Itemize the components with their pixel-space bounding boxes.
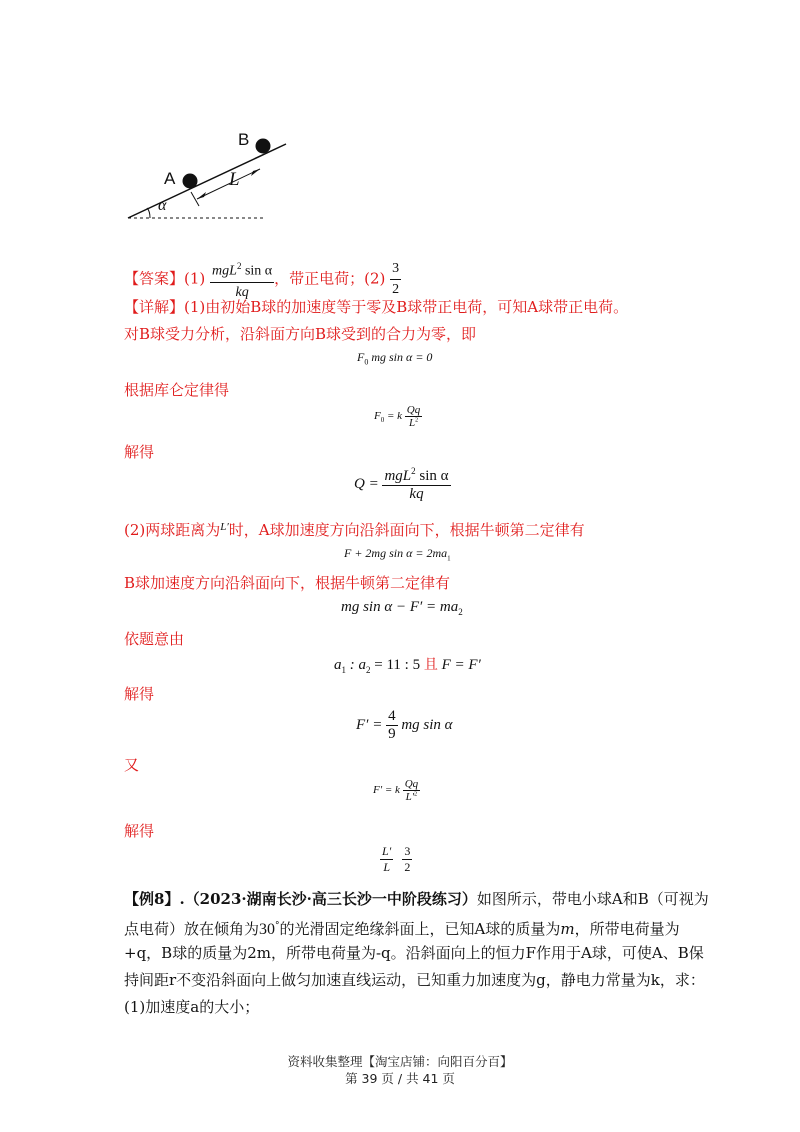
eq9-fraction-1 bbox=[380, 844, 393, 875]
answer-f1-num: mgL bbox=[212, 263, 237, 279]
equation-force-result bbox=[356, 708, 453, 743]
detail-l5b: 时，A球加速度方向沿斜面向下，根据牛顿第二定律有 bbox=[228, 521, 585, 539]
ball-b bbox=[256, 139, 271, 154]
detail-line-5 bbox=[124, 517, 585, 540]
answer-f1-sin: sin α bbox=[241, 263, 273, 279]
example-l1-rest: 如图所示，带电小球A和B（可视为 bbox=[476, 890, 709, 908]
eq1-sub: 0 bbox=[364, 357, 369, 367]
diagram-label-a: A bbox=[164, 169, 176, 188]
detail-line-8: 解得 bbox=[124, 685, 155, 703]
equation-ratio bbox=[334, 654, 481, 675]
answer-f1-exp: 2 bbox=[236, 261, 242, 271]
eq2-sub: 0 bbox=[380, 416, 385, 425]
eq7-num: 4 bbox=[388, 708, 396, 724]
eq2-num: Qq bbox=[406, 404, 421, 416]
incline-surface bbox=[128, 144, 286, 218]
diagram-label-b: B bbox=[238, 130, 250, 149]
detail-l5-symbol: L′ bbox=[220, 521, 229, 533]
eq4-sub: 1 bbox=[447, 554, 451, 563]
answer-f1-den: kq bbox=[235, 284, 249, 300]
example-line-2 bbox=[124, 916, 680, 940]
eq6-sep: : a bbox=[346, 657, 366, 673]
eq3-lhs: Q = bbox=[354, 475, 383, 492]
equation-ratio-result bbox=[380, 844, 412, 875]
answer-fraction-2 bbox=[390, 259, 401, 300]
eq6-a-sub: 1 bbox=[341, 665, 346, 675]
example-line-3: +q，B球的质量为2m，所带电荷量为-q。沿斜面向上的恒力F作用于A球，可使A、B保 bbox=[124, 944, 704, 962]
detail-line-7: 依题意由 bbox=[124, 630, 185, 648]
footer-page-number: 第 39 页 / 共 41 页 bbox=[345, 1071, 455, 1086]
eq3-exp: 2 bbox=[411, 466, 416, 476]
eq2-fraction bbox=[405, 404, 422, 429]
answer-f2-den: 2 bbox=[392, 281, 400, 297]
eq8-den-sup: 2 bbox=[414, 791, 418, 798]
eq1-rest: mg sin α = 0 bbox=[368, 350, 433, 364]
example-degree: ° bbox=[275, 921, 280, 931]
eq9-num2: 3 bbox=[404, 844, 411, 858]
answer-text-2: ，带正电荷；(2) bbox=[274, 269, 386, 288]
detail-text-1: (1)由初始B球的加速度等于零及B球带正电荷，可知A球带正电荷。 bbox=[184, 298, 629, 316]
detail-line-3: 根据库仑定律得 bbox=[124, 381, 230, 399]
answer-part1: (1) bbox=[184, 269, 206, 288]
eq6-rest: F = F′ bbox=[441, 657, 481, 673]
eq7-rest: mg sin α bbox=[401, 716, 453, 733]
eq5-main: mg sin α − F′ = ma bbox=[341, 599, 459, 615]
example-mass-m: m bbox=[560, 920, 575, 938]
eq9-fraction-2 bbox=[402, 844, 412, 875]
eq6-and: 且 bbox=[423, 657, 438, 673]
detail-line-1 bbox=[124, 297, 628, 317]
eq8-den: L′ bbox=[405, 791, 415, 803]
eq6-a: a bbox=[334, 657, 342, 673]
answer-fraction-1 bbox=[210, 256, 274, 303]
detail-line-10: 解得 bbox=[124, 822, 155, 840]
detail-tag: 【详解】 bbox=[124, 298, 185, 316]
diagram-label-l: L bbox=[229, 169, 240, 190]
eq2-den-sup: 2 bbox=[415, 417, 419, 424]
eq3-sin: sin α bbox=[415, 468, 449, 484]
eq7-lhs: F′ = bbox=[356, 716, 387, 733]
eq9-den2: 2 bbox=[404, 860, 411, 874]
answer-tag: 【答案】 bbox=[124, 269, 185, 288]
equation-coulomb bbox=[374, 404, 422, 429]
example-line-4: 持间距r不变沿斜面向上做匀加速直线运动，已知重力加速度为g，静电力常量为k，求： bbox=[124, 971, 705, 989]
equation-force-balance bbox=[357, 350, 432, 366]
equation-newton-b bbox=[341, 599, 463, 617]
eq3-den: kq bbox=[409, 486, 424, 502]
eq6-b-sub: 2 bbox=[366, 665, 371, 675]
detail-line-6: B球加速度方向沿斜面向下，根据牛顿第二定律有 bbox=[124, 574, 451, 592]
example-l2a: 点电荷）放在倾角为 bbox=[124, 920, 260, 938]
example-tag: 【例8】 bbox=[124, 890, 180, 908]
example-angle: 30 bbox=[259, 921, 276, 938]
eq3-num: mgL bbox=[384, 468, 412, 484]
eq2-den: L bbox=[408, 417, 416, 429]
eq2-den-wrap bbox=[405, 417, 422, 429]
eq9-den: L bbox=[383, 860, 390, 874]
eq4-main: F + 2mg sin α = 2ma bbox=[344, 546, 448, 560]
example-l2b: 的光滑固定绝缘斜面上，已知A球的质量为 bbox=[279, 920, 561, 938]
example-l2c: ，所带电荷量为 bbox=[574, 920, 680, 938]
eq3-fraction bbox=[382, 466, 450, 503]
equation-newton-a bbox=[344, 546, 451, 562]
equation-coulomb-2 bbox=[373, 778, 420, 803]
answer-line bbox=[124, 256, 401, 303]
eq9-num: L′ bbox=[382, 844, 392, 858]
detail-line-2: 对B球受力分析，沿斜面方向B球受到的合力为零，即 bbox=[124, 325, 477, 343]
incline-diagram bbox=[120, 120, 300, 230]
footer-source: 资料收集整理【淘宝店铺：向阳百分百】 bbox=[287, 1054, 513, 1069]
eq8-lhs: F′ = k bbox=[373, 784, 400, 797]
eq1-f: F bbox=[357, 350, 365, 364]
eq5-sub: 2 bbox=[458, 607, 463, 617]
ball-a bbox=[183, 174, 198, 189]
diagram-label-alpha: α bbox=[158, 197, 167, 214]
example-source: （2023·湖南长沙·高三长沙一中阶段练习） bbox=[184, 890, 477, 908]
eq8-fraction bbox=[403, 778, 420, 803]
detail-line-9: 又 bbox=[124, 756, 140, 774]
eq7-den: 9 bbox=[388, 726, 396, 742]
example-line-1 bbox=[124, 889, 709, 909]
detail-line-4: 解得 bbox=[124, 443, 155, 461]
eq7-fraction bbox=[386, 708, 398, 743]
example-dot: . bbox=[179, 890, 185, 908]
eq2-lhs: F bbox=[374, 410, 381, 423]
eq2-mid: = k bbox=[384, 410, 403, 423]
answer-f2-num: 3 bbox=[390, 259, 401, 280]
eq6-ratio: = 11 : 5 bbox=[370, 657, 421, 673]
eq8-num: Qq bbox=[404, 778, 419, 790]
equation-charge-solution bbox=[354, 466, 451, 503]
detail-l5a: (2)两球距离为 bbox=[124, 521, 221, 539]
example-line-5: (1)加速度a的大小； bbox=[124, 998, 260, 1016]
